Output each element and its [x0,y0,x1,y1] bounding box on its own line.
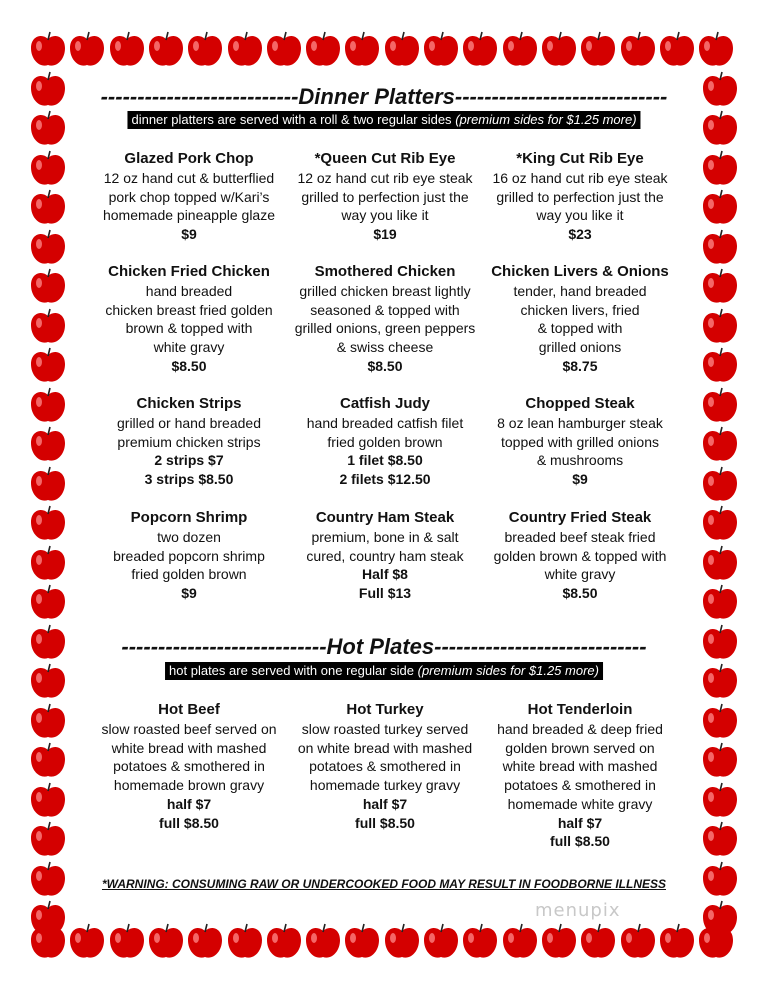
apple-icon [460,922,500,962]
apple-icon [28,702,68,742]
item-description-line: slow roasted turkey served [301,721,469,737]
apple-icon [700,307,740,347]
apple-icon [28,465,68,505]
item-description-line: grilled to perfection just the [301,188,469,205]
item-description-line: potatoes & smothered in [113,758,265,775]
apple-icon [700,504,740,544]
item-description-line: hand breaded [145,283,233,299]
item-description-line: 8 oz lean hamburger steak [497,415,663,431]
item-description-line: white bread with mashed [111,739,267,756]
apple-icon [303,922,343,962]
apple-icon [700,702,740,742]
apple-icon [28,899,68,939]
item-description-line: white bread with mashed [502,758,658,775]
apple-icon [28,346,68,386]
menu-item-chopped-steak [480,394,680,489]
item-price: $19 [373,226,397,243]
dinner-platters-heading: ---------------------------Dinner Platters----------------------------- [100,84,668,109]
subtitle-premium-note: (premium sides for $1.25 more) [455,112,637,127]
apple-icon [657,30,697,70]
item-description-line: grilled to perfection just the [496,188,664,205]
item-description-line: slow roasted beef served on [101,721,277,737]
item-price: 2 filets $12.50 [339,471,431,488]
item-description-line: premium chicken strips [117,433,261,450]
item-description-line: seasoned & topped with [310,301,460,318]
apple-icon [700,899,740,939]
apple-icon [618,922,658,962]
item-name: Chicken Strips [136,395,242,412]
menu-item-smothered-chicken [285,262,485,376]
apple-icon [28,188,68,228]
item-description-line: fried golden brown [131,566,247,583]
apple-icon [382,30,422,70]
menu-item-chicken-livers-onions [480,262,680,376]
item-name: Catfish Judy [339,395,430,412]
menu-item-country-ham-steak [285,508,485,603]
menu-item-chicken-fried-chicken [89,262,289,376]
item-description-line: & swiss cheese [336,339,434,356]
item-description-line: potatoes & smothered in [309,758,461,775]
apple-icon [225,30,265,70]
item-description-line: grilled onions, green peppers [294,320,476,337]
apple-icon [342,30,382,70]
hot-plates-heading: ----------------------------Hot Plates----------------------------- [121,634,647,659]
item-price: Half $8 [362,566,408,583]
apple-icon [225,922,265,962]
subtitle-text: hot plates are served with one regular side [169,663,418,678]
dinner-platters-subtitle [127,111,640,129]
item-description-line: fried golden brown [327,433,443,450]
apple-icon [700,544,740,584]
apple-icon [700,662,740,702]
menu-item-glazed-pork-chop [89,149,289,244]
apple-icon [421,30,461,70]
item-description-line: homemade pineapple glaze [102,207,275,224]
item-name: Glazed Pork Chop [124,150,254,167]
apple-icon [28,109,68,149]
apple-icon [700,820,740,860]
apple-icon [700,267,740,307]
menu-item-catfish-judy [285,394,485,489]
item-price: 3 strips $8.50 [144,471,234,488]
apple-icon [700,583,740,623]
apple-icon [500,922,540,962]
menu-item-queen-cut-rib-eye [285,149,485,244]
item-description-line: hand breaded catfish filet [306,415,464,431]
item-price: $8.75 [562,357,598,374]
hot-plates-subtitle [165,662,603,680]
item-price: Full $13 [358,585,412,602]
apple-icon [185,922,225,962]
apple-icon [657,922,697,962]
apple-icon [28,30,68,70]
item-price: full $8.50 [550,833,610,850]
item-price: $23 [568,226,592,243]
item-name: Chopped Steak [525,395,635,412]
apple-icon [264,922,304,962]
apple-icon [618,30,658,70]
item-description-line: on white bread with mashed [297,739,473,756]
item-name: Hot Turkey [346,701,424,718]
item-description-line: breaded popcorn shrimp [113,547,265,564]
apple-icon [28,149,68,189]
item-description-line: 16 oz hand cut rib eye steak [492,170,668,186]
item-price: $9 [572,471,588,488]
item-description-line: pork chop topped w/Kari’s [108,188,270,205]
menu-item-hot-beef [89,700,289,832]
apple-icon [28,820,68,860]
item-price: 1 filet $8.50 [347,452,423,469]
apple-icon [28,583,68,623]
menu-item-king-cut-rib-eye [480,149,680,244]
watermark: menupix [535,900,621,921]
item-price: $8.50 [367,357,403,374]
item-price: half $7 [166,795,212,812]
apple-icon [28,228,68,268]
item-description-line: way you like it [536,207,624,224]
item-name: Popcorn Shrimp [130,509,248,526]
item-name: Chicken Fried Chicken [108,263,270,280]
item-description-line: topped with grilled onions [501,433,659,450]
apple-icon [700,781,740,821]
item-price: 2 strips $7 [154,452,224,469]
item-name: *Queen Cut Rib Eye [314,150,456,167]
apple-icon [28,504,68,544]
item-description-line: grilled onions [538,339,622,356]
item-description-line: white gravy [153,339,225,356]
apple-icon [67,922,107,962]
item-description-line: hand breaded & deep fried [497,721,663,737]
item-name: Hot Beef [158,701,220,718]
item-name: Smothered Chicken [314,263,456,280]
menu-item-country-fried-steak [480,508,680,603]
item-name: Country Fried Steak [508,509,652,526]
apple-icon [146,922,186,962]
item-price: half $7 [557,814,603,831]
apple-icon [28,386,68,426]
item-description-line: potatoes & smothered in [504,777,656,794]
item-price: full $8.50 [355,814,415,831]
apple-icon [539,30,579,70]
apple-icon [28,267,68,307]
menu-item-chicken-strips [89,394,289,489]
apple-icon [28,307,68,347]
item-description-line: grilled chicken breast lightly [299,283,471,299]
apple-icon [421,922,461,962]
apple-icon [382,922,422,962]
apple-icon [539,922,579,962]
apple-icon [303,30,343,70]
apple-icon [146,30,186,70]
item-description-line: homemade turkey gravy [309,777,461,794]
item-description-line: two dozen [157,529,221,545]
menu-item-hot-turkey [285,700,485,832]
apple-icon [700,465,740,505]
item-description-line: homemade brown gravy [113,777,265,794]
apple-icon [700,149,740,189]
apple-icon [500,30,540,70]
apple-icon [107,30,147,70]
item-description-line: 12 oz hand cut rib eye steak [297,170,473,186]
item-name: Chicken Livers & Onions [491,263,669,280]
item-price: half $7 [362,795,408,812]
subtitle-premium-note: (premium sides for $1.25 more) [417,663,599,678]
apple-icon [264,30,304,70]
item-description-line: & topped with [537,320,623,337]
item-name: Hot Tenderloin [527,701,633,718]
apple-icon [460,30,500,70]
item-description-line: golden brown & topped with [493,547,667,564]
menu-item-popcorn-shrimp [89,508,289,603]
apple-icon [28,741,68,781]
subtitle-text: dinner platters are served with a roll & two regular sides [131,112,456,127]
item-description-line: homemade white gravy [507,795,653,812]
apple-icon [578,922,618,962]
apple-icon [700,425,740,465]
item-price: $9 [181,585,197,602]
food-warning: *WARNING: CONSUMING RAW OR UNDERCOOKED FOOD MAY RESULT IN FOODBORNE ILLNESS [101,877,666,891]
item-description-line: white gravy [544,566,616,583]
apple-icon [700,228,740,268]
apple-icon [700,109,740,149]
item-price: full $8.50 [159,814,219,831]
apple-icon [28,544,68,584]
apple-icon [578,30,618,70]
apple-icon [700,188,740,228]
item-description-line: cured, country ham steak [306,547,464,564]
apple-icon [696,30,736,70]
item-description-line: tender, hand breaded [513,283,647,299]
item-name: Country Ham Steak [315,509,455,526]
item-price: $8.50 [171,357,207,374]
item-description-line: brown & topped with [125,320,253,337]
apple-icon [342,922,382,962]
apple-icon [28,662,68,702]
apple-icon [67,30,107,70]
apple-icon [700,346,740,386]
apple-icon [700,741,740,781]
item-description-line: golden brown served on [505,739,655,756]
item-description-line: chicken breast fried golden [105,301,273,318]
item-description-line: & mushrooms [536,452,624,469]
item-description-line: premium, bone in & salt [311,529,459,545]
apple-icon [185,30,225,70]
item-name: *King Cut Rib Eye [516,150,644,167]
item-price: $8.50 [562,585,598,602]
apple-icon [107,922,147,962]
item-price: $9 [181,226,197,243]
apple-icon [28,781,68,821]
apple-icon [700,386,740,426]
menu-item-hot-tenderloin [480,700,680,851]
item-description-line: 12 oz hand cut & butterflied [103,170,275,186]
item-description-line: breaded beef steak fried [504,529,656,545]
item-description-line: chicken livers, fried [520,301,640,318]
item-description-line: way you like it [341,207,429,224]
item-description-line: grilled or hand breaded [117,415,261,431]
apple-icon [28,425,68,465]
